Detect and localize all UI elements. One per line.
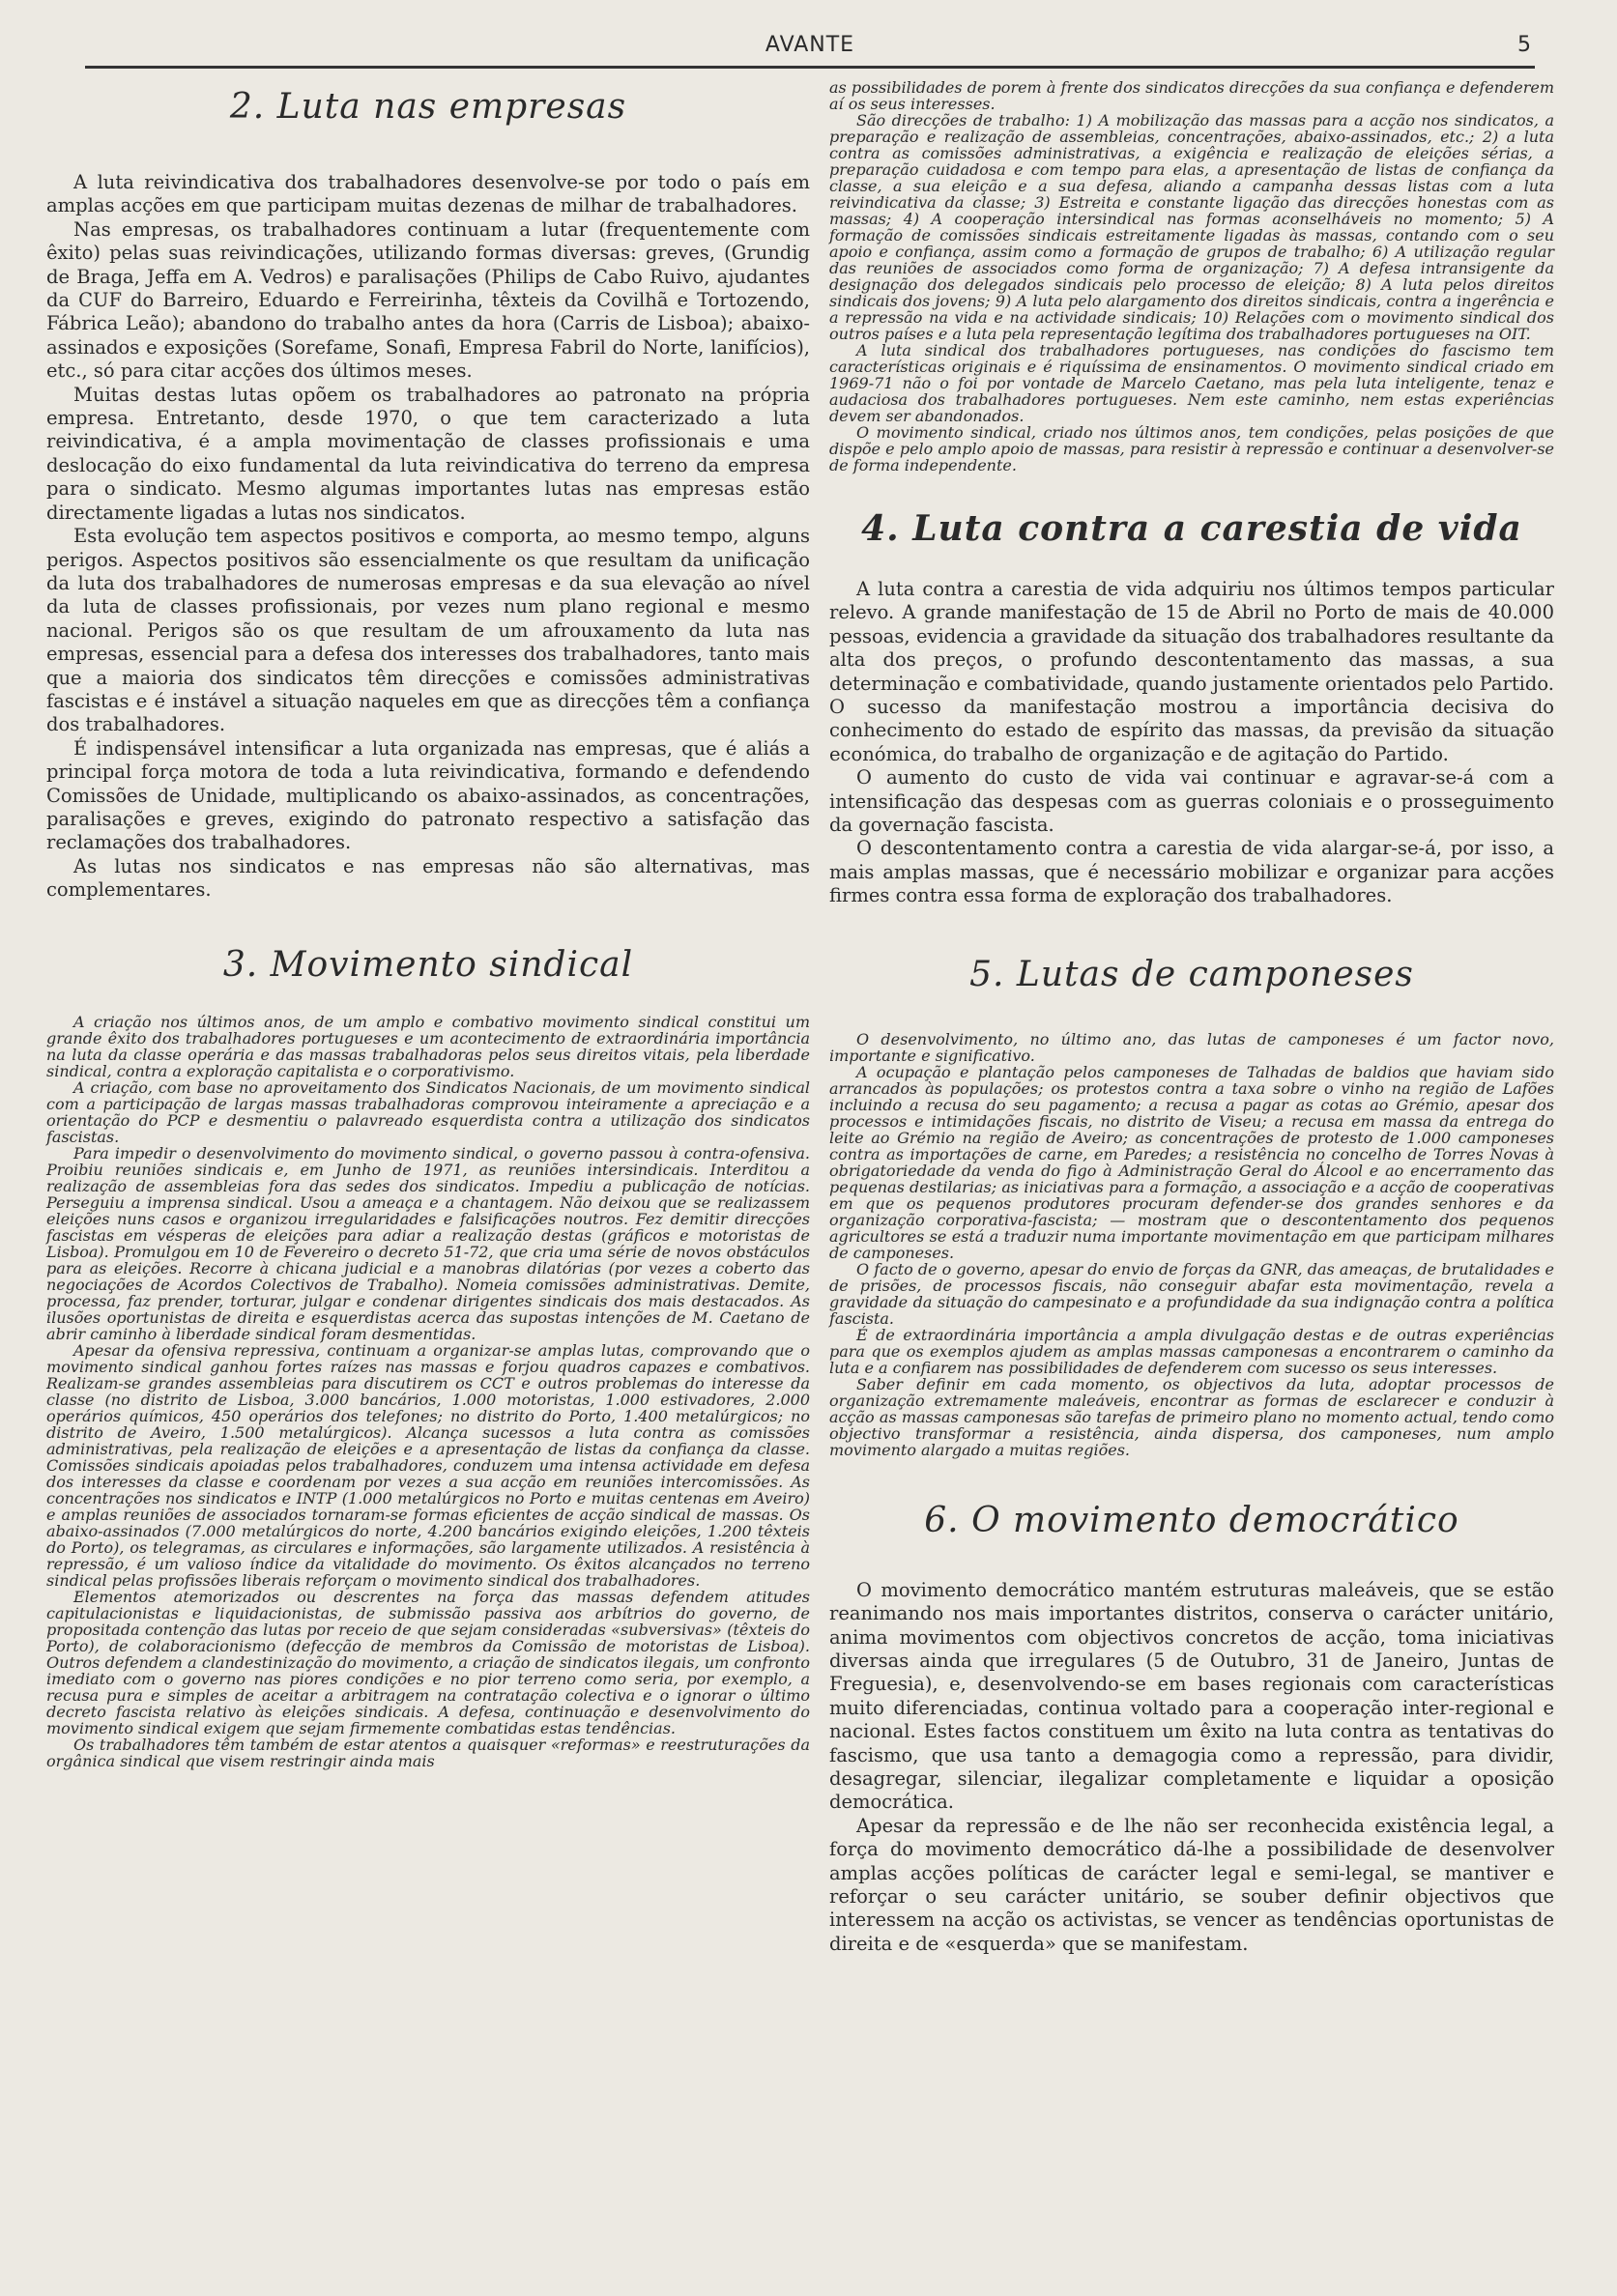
paragraph: É de extraordinária importância a ampla divulgação destas e de outras experiências para que os exemplos ajudem as amplas massas camponesas a encontrarem o caminho da luta e a confiarem nas possibilidades de defenderem com sucesso os seus interesses. [829,1325,1554,1377]
paragraph: A luta sindical dos trabalhadores portugueses, nas condições do fascismo tem características originais e é riquíssima de ensinamentos. O movimento sindical criado em 1969-71 não o foi por vontade de Marcelo Caetano, mas pela luta inteligente, tenaz e audaciosa dos trabalhadores portugueses. Nem este caminho, nem estas experiências devem ser abandonados. [829,341,1554,425]
paragraph: Apesar da repressão e de lhe não ser reconhecida existência legal, a força do movimento democrático dá-lhe a possibilidade de desenvolver amplas acções políticas de carácter legal e semi-legal, se mantiver e reforçar o seu carácter unitário, se souber definir objectivos que interessem na acção os activistas, se vencer as tendências oportunistas de direita e de «esquerda» que se manifestam. [829,1814,1554,1955]
left-column [46,79,810,1769]
page-number: 5 [1517,33,1531,57]
paragraph: Os trabalhadores têm também de estar atentos a quaisquer «reformas» e reestruturações da orgânica sindical que visem restringir ainda mais [46,1735,810,1770]
paragraph: O descontentamento contra a carestia de vida alargar-se-á, por isso, a mais amplas massas, que é necessário mobilizar e organizar para acções firmes contra essa forma de exploração dos trabalhadores. [829,837,1554,907]
paragraph: É indispensável intensificar a luta organizada nas empresas, que é aliás a principal força motora de toda a luta reivindicativa, formando e defendendo Comissões de Unidade, multiplicando os abaixo-assinados, as concentrações, paralisações e greves, exigindo do patronato respectivo a satisfação das reclamações dos trabalhadores. [46,736,810,854]
section-3-continued [829,79,1554,474]
section-title-4: 4. Luta contra a carestia de vida [861,508,1522,549]
section-title-3: 3. Movimento sindical [222,944,634,985]
paragraph: O movimento democrático mantém estruturas maleáveis, que se estão reanimando nos mais importantes distritos, conserva o carácter unitário, anima movimentos com objectivos concretos de acção, toma iniciativas diversas ainda que irregulares (5 de Outubro, 31 de Janeiro, Juntas de Freguesia), e, desenvolvendo-se em bases regionais com características muito diferenciadas, continua voltado para a cooperação inter-regional e nacional. Estes factos constituem um êxito na luta contra as tentativas do fascismo, que usa tanto a demagogia como a repressão, para dividir, desagregar, silenciar, ilegalizar completamente e liquidar a oposição democrática. [829,1578,1554,1814]
section-6-body [829,1579,1554,1957]
section-4-body [829,578,1554,908]
paragraph: As lutas nos sindicatos e nas empresas não são alternativas, mas complementares. [46,854,810,902]
paragraph: Nas empresas, os trabalhadores continuam a lutar (frequentemente com êxito) pelas suas reivindicações, utilizando formas diversas: greves, (Grundig de Braga, Jeffa em A. Vedros) e paralisações (Philips de Cabo Ruivo, ajudantes da CUF do Barreiro, Eduardo e Ferreirinha, têxteis da Covilhã e Tortozendo, Fábrica Leão); abandono do trabalho antes da hora (Carris de Lisboa); abaixo-assinados e exposições (Sorefame, Sonafi, Empresa Fabril do Norte, lanifícios), etc., só para citar acções dos últimos meses. [46,217,810,383]
paragraph: São direcções de trabalho: 1) A mobilização das massas para a acção nos sindicatos, a preparação e realização de assembleias, concentrações, abaixo-assinados, etc.; 2) a luta contra as comissões administrativas, a exigência e realização de eleições sérias, a preparação cuidadosa e com tempo para elas, a apresentação de listas de confiança da classe, a sua eleição e a sua defesa, aliando a campanha dessas listas com a luta reivindicativa da classe; 3) Estreita e constante ligação das direcções honestas com as massas; 4) A cooperação intersindical nas formas aconselháveis no momento; 5) A formação de comissões sindicais estreitamente ligadas às massas, contando com o seu apoio e confiança, assim como a formação de grupos de trabalho; 6) A utilização regular das reuniões de associados como forma de organização; 7) A defesa intransigente da designação dos delegados sindicais pelo processo de eleição; 8) A luta pelos direitos sindicais dos jovens; 9) A luta pelo alargamento dos direitos sindicais, contra a ingerência e a repressão na vida e na actividade sindicais; 10) Relações com o movimento sindical dos outros países e a luta pela representação legítima dos trabalhadores portugueses na OIT. [829,111,1554,343]
paragraph: Apesar da ofensiva repressiva, continuam a organizar-se amplas lutas, comprovando que o movimento sindical ganhou fortes raízes nas massas e forjou quadros capazes e combativos. Realizam-se grandes assembleias para discutirem os CCT e outros problemas do interesse da classe (no distrito de Lisboa, 3.000 bancários, 1.000 motoristas, 1.000 estivadores, 2.000 operários químicos, 450 operários dos telefones; no distrito do Porto, 1.400 metalúrgicos; no distrito de Aveiro, 1.500 metalúrgicos). Alcança sucessos a luta contra as comissões administrativas, pela realização de eleições e a apresentação de listas da confiança da classe. Comissões sindicais apoiadas pelos trabalhadores, conduzem uma intensa actividade em defesa dos interesses da classe e coordenam por vezes a sua acção em reuniões intercomissões. As concentrações nos sindicatos e INTP (1.000 metalúrgicos no Porto e muitas centenas em Aveiro) e amplas reuniões de associados tornaram-se formas eficientes de acção sindical de massas. Os abaixo-assinados (7.000 metalúrgicos do norte, 4.200 bancários exigindo eleições, 1.200 têxteis do Porto), os telegramas, as circulares e informações, são largamente utilizados. A resistência à repressão, é um valioso índice da vitalidade do movimento. Os êxitos alcançados no terreno sindical pelas profissões liberais reforçam o movimento sindical dos trabalhadores. [46,1340,810,1590]
section-2-body [46,171,810,903]
paragraph: as possibilidades de porem à frente dos sindicatos direcções da sua confiança e defenderem aí os seus interesses. [829,78,1554,113]
paragraph: A criação, com base no aproveitamento dos Sindicatos Nacionais, de um movimento sindical com a participação de largas massas trabalhadoras comprovou inteiramente a apreciação e a orientação do PCP e desmentiu o palavreado esquerdista contra a utilização dos sindicatos fascistas. [46,1077,810,1146]
section-title-6: 6. O movimento democrático [924,1500,1459,1540]
paragraph: O facto de o governo, apesar do envio de forças da GNR, das ameaças, de brutalidades e de prisões, de processos fiscais, não conseguir abafar esta movimentação, revela a gravidade da situação do campesinato e a profundidade da sua indignação contra a política fascista. [829,1259,1554,1328]
masthead: AVANTE [765,33,855,57]
paragraph: A criação nos últimos anos, de um amplo e combativo movimento sindical constitui um grande êxito dos trabalhadores portugueses e um acontecimento de extraordinária importância na luta da classe operária e das massas trabalhadoras pelos seus direitos vitais, pela liberdade sindical, contra a exploração capitalista e o corporativismo. [46,1012,810,1080]
section-5-body [829,1031,1554,1458]
section-3-body [46,1014,810,1769]
section-title-5: 5. Lutas de camponeses [969,954,1414,994]
right-column [829,79,1554,1956]
paragraph: Esta evolução tem aspectos positivos e comporta, ao mesmo tempo, alguns perigos. Aspectos positivos são essencialmente os que resultam da unificação da luta dos trabalhadores de numerosas empresas e da sua elevação ao nível da luta de classes profissionais, por vezes num plano regional e mesmo nacional. Perigos são os que resultam de um afrouxamento da luta nas empresas, essencial para a defesa dos interesses dos trabalhadores, tanto mais que a maioria dos sindicatos têm direcções e comissões administrativas fascistas e é instável a situação naqueles em que as direcções têm a confiança dos trabalhadores. [46,525,810,736]
paragraph: Para impedir o desenvolvimento do movimento sindical, o governo passou à contra-ofensiva. Proibiu reuniões sindicais e, em Junho de 1971, as reuniões intersindicais. Interditou a realização de assembleias fora das sedes dos sindicatos. Impediu a publicação de notícias. Perseguiu a imprensa sindical. Usou a ameaça e a chantagem. Não deixou que se realizassem eleições nuns casos e organizou irregularidades e falsificações noutros. Fez demitir direcções fascistas em vésperas de eleições para adiar a realização destas (gráficos e motoristas de Lisboa). Promulgou em 10 de Fevereiro o decreto 51-72, que cria uma série de novos obstáculos para as eleições. Recorre à chicana judicial e a manobras dilatórias (por vezes a coberto das negociações de Acordos Colectivos de Trabalho). Nomeia comissões administrativas. Demite, processa, faz prender, torturar, julgar e condenar dirigentes sindicais dos mais destacados. As ilusões oportunistas de direita e esquerdistas acerca das supostas intenções de M. Caetano de abrir caminho à liberdade sindical foram desmentidas. [46,1143,810,1343]
paragraph: O desenvolvimento, no último ano, das lutas de camponeses é um factor novo, importante e significativo. [829,1029,1554,1065]
section-title-2: 2. Luta nas empresas [229,87,627,127]
paragraph: Muitas destas lutas opõem os trabalhadores ao patronato na própria empresa. Entretanto, desde 1970, o que tem caracterizado a luta reivindicativa, é a ampla movimentação de classes profissionais e uma deslocação do eixo fundamental da luta reivindicativa do terreno da empresa para o sindicato. Mesmo algumas importantes lutas nas empresas estão directamente ligadas a lutas nos sindicatos. [46,383,810,524]
paragraph: A luta contra a carestia de vida adquiriu nos últimos tempos particular relevo. A grande manifestação de 15 de Abril no Porto de mais de 40.000 pessoas, evidencia a gravidade da situação dos trabalhadores resultante da alta dos preços, o profundo descontentamento das massas, a sua determinação e combatividade, quando justamente orientados pelo Partido. O sucesso da manifestação mostrou a importância decisiva do conhecimento do estado de espírito das massas, da previsão da situação económica, do trabalho de organização e de agitação do Partido. [829,578,1554,765]
paragraph: O aumento do custo de vida vai continuar e agravar-se-á com a intensificação das despesas com as guerras coloniais e o prosseguimento da governação fascista. [829,766,1554,837]
page-header [85,29,1535,69]
paragraph: A ocupação e plantação pelos camponeses de Talhadas de baldios que haviam sido arrancados às populações; os protestos contra a taxa sobre o vinho na região de Lafões incluindo a recusa do seu pagamento; a recusa a pagar as cotas ao Grémio, apesar dos processos e intimidações fiscais, no distrito de Viseu; a recusa em massa da entrega do leite ao Grémio na região de Aveiro; as concentrações de protesto de 1.000 camponeses contra as importações de carne, em Paredes; a resistência no concelho de Torres Novas à obrigatoriedade da venda do figo à Administração Geral do Álcool e ao encerramento das pequenas destilarias; as iniciativas para a formação, a associação e a acção de cooperativas em que os pequenos produtores procuram defender-se dos grandes senhores e da organização corporativa-fascista; — mostram que o descontentamento dos pequenos agricultores se está a traduzir numa importante movimentação em que participam milhares de camponeses. [829,1062,1554,1262]
paragraph: Saber definir em cada momento, os objectivos da luta, adoptar processos de organização extremamente maleáveis, encontrar as formas de esclarecer e conduzir à acção as massas camponesas são tarefas de primeiro plano no momento actual, tendo como objectivo transformar a resistência, ainda dispersa, dos camponeses, num amplo movimento alargado a muitas regiões. [829,1374,1554,1459]
paragraph: A luta reivindicativa dos trabalhadores desenvolve-se por todo o país em amplas acções em que participam muitas dezenas de milhar de trabalhadores. [46,171,810,217]
paragraph: O movimento sindical, criado nos últimos anos, tem condições, pelas posições de que dispõe e pelo amplo apoio de massas, para resistir à repressão e continuar a desenvolver-se de forma independente. [829,423,1554,474]
paragraph: Elementos atemorizados ou descrentes na força das massas defendem atitudes capitulacionistas e liquidacionistas, de submissão passiva aos arbítrios do governo, de propositada contenção das lutas por receio de que sejam consideradas «subversivas» (têxteis do Porto), de colaboracionismo (defecção de membros da Comissão de motoristas de Lisboa). Outros defendem a clandestinização do movimento, a criação de sindicatos ilegais, um confronto imediato com o governo nas piores condições e no pior terreno como seria, por exemplo, a recusa pura e simples de aceitar a arbitragem na contratação colectiva e o ignorar o último decreto fascista relativo às eleições sindicais. A defesa, continuação e desenvolvimento do movimento sindical exigem que sejam firmemente combatidas estas tendências. [46,1587,810,1737]
